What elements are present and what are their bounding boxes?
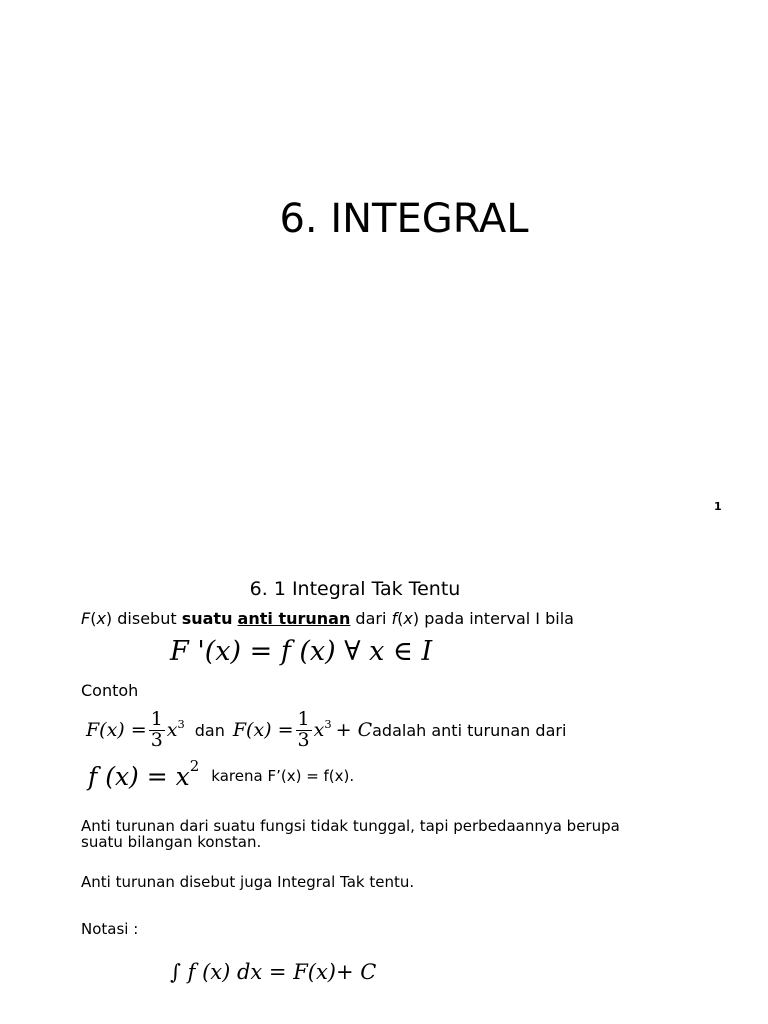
example-F-lhs-2: F(x) = <box>232 719 294 741</box>
def-lparen-2: ( <box>397 609 404 628</box>
example-fraction-1 <box>149 707 165 751</box>
example-karena: karena F’(x) = f(x). <box>211 767 355 785</box>
example-x-2: x <box>313 719 325 741</box>
notation-formula: ∫ f (x) dx = F(x)+ C <box>170 960 377 984</box>
example-line-1 <box>86 702 566 758</box>
notasi-label: Notasi : <box>81 920 139 938</box>
def-suatu: suatu <box>181 609 233 628</box>
def-x-1: x <box>96 609 106 628</box>
section-title: 6. 1 Integral Tak Tentu <box>249 578 461 600</box>
contoh-label: Contoh <box>81 681 139 700</box>
frac-num-1: 1 <box>150 707 163 730</box>
frac-den-1: 3 <box>150 728 163 751</box>
example-f-eq: f (x) = x <box>88 761 190 791</box>
def-anti-turunan: anti turunan <box>237 609 351 628</box>
definition-line <box>81 609 574 628</box>
def-rest: pada interval I bila <box>419 609 574 628</box>
paragraph-2: Anti turunan disebut juga Integral Tak tentu. <box>81 873 415 891</box>
example-F-lhs-1: F(x) = <box>86 719 147 741</box>
def-rparen-1: ) <box>105 609 113 628</box>
example-exp-1: 3 <box>177 717 185 731</box>
def-capital-f: F <box>81 609 91 628</box>
example-fraction-2 <box>296 707 312 751</box>
page-number: 1 <box>714 500 722 513</box>
def-lparen-1: ( <box>90 609 97 628</box>
formula-main: F '(x) = f (x) ∀ x ∈ I <box>170 636 433 667</box>
example-dan: dan <box>194 720 225 740</box>
frac-num-2: 1 <box>297 707 310 730</box>
example-exp-2: 3 <box>324 717 332 731</box>
example-plus-c: + C <box>335 719 373 741</box>
paragraph-1: Anti turunan dari suatu fungsi tidak tunggal, tapi perbedaannya berupa suatu bilangan konstan. <box>81 817 620 851</box>
slide-title: 6. INTEGRAL <box>279 196 529 242</box>
frac-den-2: 3 <box>297 728 310 751</box>
example-line-2 <box>88 758 354 794</box>
example-x-1: x <box>166 719 178 741</box>
example-adalah: adalah anti turunan dari <box>372 720 567 740</box>
def-x-2: x <box>403 609 413 628</box>
def-disebut: disebut <box>112 609 182 628</box>
def-small-f: f <box>391 609 398 628</box>
def-dari: dari <box>350 609 392 628</box>
example-exp-2b: 2 <box>189 757 200 775</box>
def-rparen-2: ) <box>412 609 420 628</box>
